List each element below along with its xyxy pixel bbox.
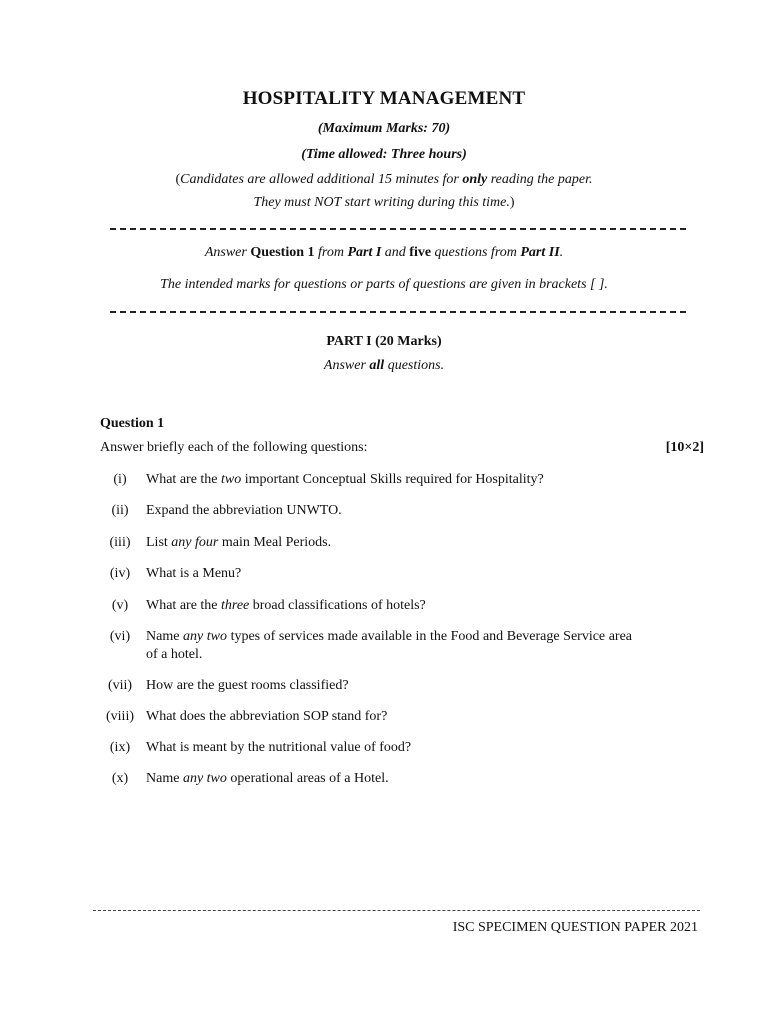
note-open-paren: ( [175,172,181,187]
question-text-emphasis: any two [182,771,227,786]
question-1-intro: Answer briefly each of the following questions: [100,440,368,455]
question-item-number: (iii) [109,535,131,550]
question-text-part-b: types of services made available in the Food and Beverage Service area of a hotel. [146,629,633,662]
question-item-text [146,534,632,552]
question-item-number: (ix) [109,740,131,755]
question-1-label: Question 1 [100,416,165,431]
question-text-part-a: What are the [146,598,222,613]
question-text-part-b: important Conceptual Skills required for Hospitality? [241,472,544,487]
question-text-part-a: Name [146,771,183,786]
instr-part-1: Part I [347,245,382,260]
marks-note: The intended marks for questions or parts of questions are given in brackets [ ]. [160,277,608,292]
question-text-part-a: What does the abbreviation SOP stand for? [146,709,388,724]
question-1-marks: [10×2] [665,440,704,455]
question-text-part-a: Name [146,629,183,644]
question-text-emphasis: any two [183,629,228,644]
question-text-emphasis: any four [171,535,219,550]
part-1-heading: PART I (20 Marks) [326,334,442,349]
note-part-1: Candidates are allowed additional 15 minutes for [180,172,463,187]
question-item-text [146,708,632,726]
question-item-number: (viii) [106,709,134,724]
question-text-part-b: operational areas of a Hotel. [226,771,389,786]
question-item-text [146,677,632,695]
question-item-text [146,471,632,489]
question-item-number: (vii) [107,678,133,693]
question-text-part-b: broad classifications of hotels? [249,598,426,613]
note-line-2: They must NOT start writing during this time. [253,195,510,210]
question-item-number: (iv) [109,566,131,581]
question-item-text [146,565,632,583]
question-text-emphasis: three [221,598,250,613]
part-1-subheading [0,358,768,374]
paper-title: HOSPITALITY MANAGEMENT [242,88,526,109]
question-text-part-a: What are the [146,472,222,487]
time-allowed: (Time allowed: Three hours) [301,147,467,162]
question-item-text [146,597,632,615]
instr-dot: . [559,245,564,260]
footer-divider [93,910,700,911]
reading-time-note-line2 [0,195,768,211]
question-item-text [146,628,632,664]
instr-part-2: Part II [520,245,560,260]
note-only: only [462,172,488,187]
footer-text: ISC SPECIMEN QUESTION PAPER 2021 [452,920,698,935]
maximum-marks: (Maximum Marks: 70) [317,121,451,136]
instr-from: from [314,245,348,260]
question-item-number: (ii) [111,503,129,518]
part1-sub-all: all [369,358,385,373]
question-text-part-a: List [146,535,172,550]
question-text-part-b: main Meal Periods. [218,535,332,550]
question-text-part-a: How are the guest rooms classified? [146,678,349,693]
instr-answer: Answer [204,245,251,260]
instr-question-1: Question 1 [250,245,315,260]
note-close-paren: ) [509,195,515,210]
question-item-text [146,770,632,788]
question-item-text [146,502,632,520]
question-item-number: (i) [113,472,127,487]
question-text-emphasis: two [221,472,242,487]
question-item-text [146,739,632,757]
note-part-2: reading the paper. [487,172,593,187]
part1-sub-a: Answer [323,358,370,373]
divider-bottom [110,311,686,313]
instr-questions-from: questions from [431,245,521,260]
reading-time-note [0,172,768,188]
divider-top [110,228,686,230]
instr-and: and [381,245,410,260]
question-item-number: (x) [111,771,129,786]
question-text-part-a: What is meant by the nutritional value of food? [146,740,412,755]
part1-sub-b: questions. [384,358,445,373]
question-text-part-a: What is a Menu? [146,566,242,581]
question-item-number: (v) [111,598,129,613]
instr-five: five [409,245,432,260]
answer-instruction [0,245,768,261]
question-item-number: (vi) [109,629,131,644]
question-text-part-a: Expand the abbreviation UNWTO. [146,503,342,518]
